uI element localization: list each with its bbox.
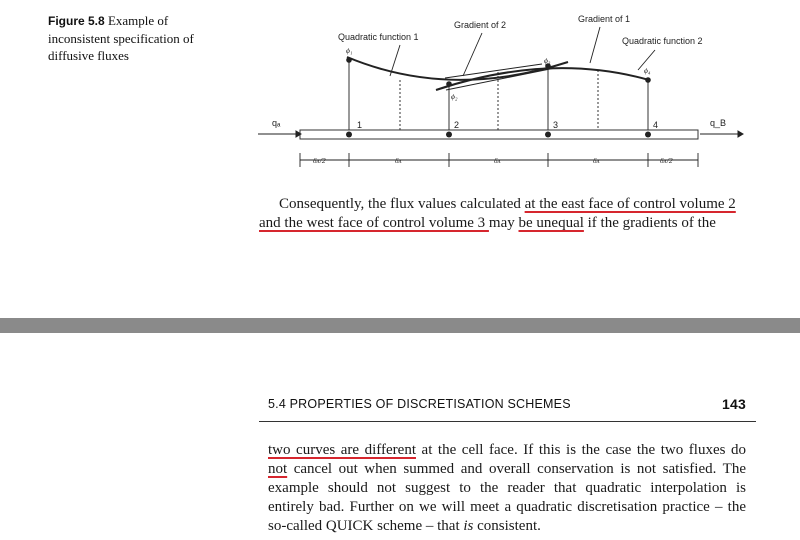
caption-line-3: diffusive fluxes	[48, 48, 129, 63]
underlined-phrase: and the west face of control volume 3	[259, 215, 489, 231]
text-run: at the cell face. If this is the case the two fluxes do	[415, 442, 746, 458]
label-quadratic-2: Quadratic function 2	[622, 36, 703, 46]
domain-bar	[300, 130, 698, 139]
underlined-phrase: not	[268, 461, 288, 477]
node-label-4: 4	[653, 120, 659, 130]
text-run: cancel out when summed and overall conservation is not satisfied. The	[287, 461, 746, 477]
bottom-line-5	[268, 517, 746, 536]
bottom-paragraph	[268, 441, 746, 536]
pointer-lines	[390, 27, 655, 76]
dim-label-dx-1: δx	[395, 156, 402, 165]
running-head	[268, 397, 746, 417]
top-line-2	[259, 214, 759, 233]
phi-label-2: ϕ₂	[451, 92, 458, 101]
text-run: so-called QUICK scheme – that	[268, 518, 464, 534]
text-run: may	[488, 215, 519, 231]
flux-diagram	[250, 0, 750, 185]
caption-line-2: inconsistent specification of	[48, 31, 194, 46]
figure-caption	[48, 12, 228, 64]
flux-label-a: qₐ	[272, 118, 281, 128]
node-label-1: 1	[357, 120, 363, 130]
label-gradient-2: Gradient of 2	[454, 20, 507, 30]
text-run: if the gradients of the	[583, 215, 716, 231]
underlined-phrase: be unequal	[518, 215, 584, 231]
page-number: 143	[722, 396, 746, 412]
top-line-1	[259, 195, 759, 214]
dim-label-dx-2: δx	[494, 156, 501, 165]
top-paragraph	[259, 195, 759, 233]
phi-label-4: ϕ₄	[644, 66, 651, 75]
dim-label-dx-3: δx	[593, 156, 600, 165]
emphasis: is	[463, 518, 474, 534]
dim-label-half-left: δx/2	[313, 156, 326, 165]
page-separator	[0, 318, 800, 333]
text-run: consistent.	[473, 518, 541, 534]
phi-label-1: ϕ₁	[346, 46, 353, 55]
caption-line-1: Example of	[107, 13, 169, 28]
page-bottom	[0, 333, 800, 540]
section-title: 5.4 PROPERTIES OF DISCRETISATION SCHEMES	[268, 397, 571, 411]
bottom-line-4: entirely bad. Further on we will meet a quadratic discretisation practice – the	[268, 499, 746, 515]
underlined-phrase: two curves are different	[268, 442, 416, 458]
bottom-line-2	[268, 460, 746, 479]
text-run: Consequently, the flux values calculated	[279, 196, 525, 212]
underlined-phrase: at the east face of control volume 2	[524, 196, 736, 212]
bottom-line-3: example should not suggest to the reader that quadratic interpolation is	[268, 480, 746, 496]
header-rule	[259, 421, 756, 422]
figure-label: Figure 5.8	[48, 14, 105, 28]
label-quadratic-1: Quadratic function 1	[338, 32, 419, 42]
phi-label-3: ϕ₃	[544, 56, 551, 65]
node-label-2: 2	[454, 120, 460, 130]
gradient-line-2	[445, 64, 542, 78]
label-gradient-1: Gradient of 1	[578, 14, 631, 24]
flux-label-b: q_B	[710, 118, 727, 128]
node-label-3: 3	[553, 120, 559, 130]
dim-label-half-right: δx/2	[660, 156, 673, 165]
bottom-line-1	[268, 441, 746, 460]
